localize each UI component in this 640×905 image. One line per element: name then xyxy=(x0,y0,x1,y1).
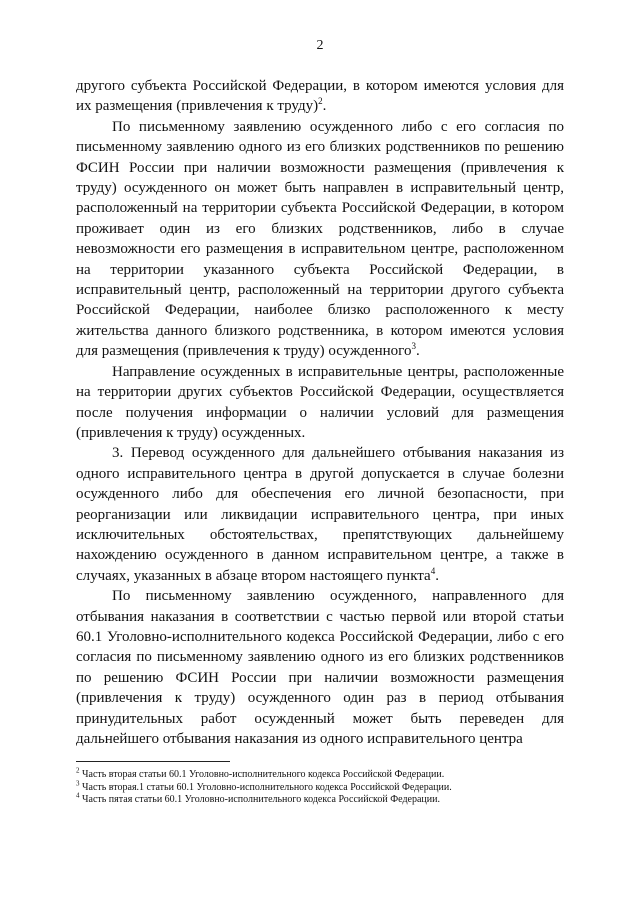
footnotes xyxy=(76,766,564,807)
paragraph xyxy=(76,586,564,749)
paragraph-item-3 xyxy=(76,443,564,586)
paragraph-tail: . xyxy=(435,567,439,584)
footnote-text: Часть вторая.1 статьи 60.1 Уголовно-исполнительного кодекса Российской Федерации. xyxy=(79,781,452,793)
footnote-text: Часть пятая статьи 60.1 Уголовно-исполнительного кодекса Российской Федерации. xyxy=(79,794,440,806)
footnote-divider xyxy=(76,761,230,762)
paragraph xyxy=(76,117,564,362)
paragraph-text: Направление осужденных в исправительные центры, расположенные на территории других субъектов Российской Федерации, осуществляется после получения информации о наличии условий для размещения (привлечения к труду) осужденных. xyxy=(76,363,564,441)
paragraph-tail: . xyxy=(415,343,420,360)
footnote-mark: 2 xyxy=(76,766,80,775)
footnote-mark: 3 xyxy=(76,779,80,788)
paragraph-text: По письменному заявлению осужденного, направленного для отбывания наказания в соответствии с частью первой или второй статьи 60.1 Уголовно-исполнительного кодекса Российской Федерации, либо с его согласия по письменному заявлению одного из его близких родственников по решению ФСИН России при наличии возможности размещения (привлечения к труду) осужденного один раз в период отбывания принудительных работ осужденный может быть переведен для дальнейшего отбывания наказания из одного исправительного центра xyxy=(76,588,564,747)
footnote-ref: 2 xyxy=(318,96,323,107)
paragraph-continuation xyxy=(76,76,564,117)
footnote-ref: 4 xyxy=(430,565,436,576)
footnote-item xyxy=(76,791,564,807)
paragraph-tail: . xyxy=(322,98,327,115)
footnote-ref: 3 xyxy=(411,341,416,352)
page-number: 2 xyxy=(316,38,324,53)
paragraph-text: По письменному заявлению осужденного либо с его согласия по письменному заявлению одного из его близких родственников по решению ФСИН России при наличии возможности размещения (привлечения к труду) осужденного он может быть направлен в исправительный центр, расположенный на территории субъекта Российской Федерации, в котором проживает один из его близких родственников, либо в случае невозможности его размещения в исправительном центре, расположенном на территории указанного субъекта Российской Федерации, в исправительный центр, расположенный на территории другого субъекта Российской Федерации, наиболее близко расположенного к месту жительства данного близкого родственника, в котором имеются условия для размещения (привлечения к труду) осужденного xyxy=(76,118,564,360)
body-text xyxy=(76,76,564,749)
paragraph-text: другого субъекта Российской Федерации, в котором имеются условия для их размещения (привлечения к труду) xyxy=(76,78,564,115)
footnote-text: Часть вторая статьи 60.1 Уголовно-исполнительного кодекса Российской Федерации. xyxy=(79,769,445,780)
footnote-item xyxy=(76,766,564,782)
paragraph-text: 3. Перевод осужденного для дальнейшего отбывания наказания из одного исправительного центра в другой допускается в случае болезни осужденного либо для обеспечения его личной безопасности, при реорганизации или ликвидации исправительного центра, при иных исключительных обстоятельствах, препятствующих дальнейшему нахождению осужденного в данном исправительном центре, а также в случаях, указанных в абзаце втором настоящего пункта xyxy=(76,445,564,584)
footnote-mark: 4 xyxy=(76,791,80,800)
paragraph xyxy=(76,362,564,444)
footnote-item xyxy=(76,779,564,795)
